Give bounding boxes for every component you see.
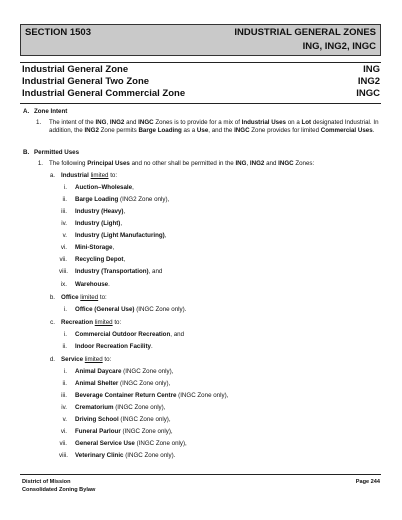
list-item: v. Driving School (INGC Zone only), <box>62 416 171 423</box>
list-item: i. Office (General Use) (INGC Zone only). <box>63 306 187 313</box>
zone-row <box>22 64 380 76</box>
list-item: vi. Mini-Storage, <box>60 244 115 251</box>
zone-name: Industrial General Two Zone <box>22 76 150 87</box>
section-b-heading: B. Permitted Uses <box>23 149 80 156</box>
list-item: vii. General Service Use (INGC Zone only), <box>59 440 187 447</box>
zone-code: ING2 <box>357 76 380 87</box>
zone-row <box>22 88 380 100</box>
list-item: vii. Recycling Depot, <box>59 256 126 263</box>
zone-name: Industrial General Commercial Zone <box>22 88 186 99</box>
zone-table-bottom-rule <box>20 103 381 104</box>
use-group-office: b. Office limited to: <box>49 294 107 301</box>
footer-organization: District of Mission <box>22 479 71 485</box>
list-item: v. Industry (Light Manufacturing), <box>62 232 167 239</box>
list-item: i. Animal Daycare (INGC Zone only), <box>63 368 174 375</box>
zone-intent-paragraph: 1. The intent of the ING, ING2 and INGC Zones is to provide for a mix of Industrial Uses on a Lot designated Industrial. In addition, the ING2 Zone permits Barge Loading as a Use, and the INGC Zone provides for limited Commercial Uses. <box>36 119 379 135</box>
footer-rule <box>20 474 381 475</box>
list-item: ii. Indoor Recreation Facility. <box>62 343 153 350</box>
permitted-uses-intro: 1. The following Principal Uses and no other shall be permitted in the ING, ING2 and INGC Zones: <box>37 160 315 167</box>
list-item: ii. Barge Loading (ING2 Zone only), <box>62 196 170 203</box>
list-item: ii. Animal Shelter (INGC Zone only), <box>62 380 171 387</box>
zone-code: ING <box>363 64 380 75</box>
list-item: vi. Funeral Parlour (INGC Zone only), <box>60 428 173 435</box>
list-item: iii. Beverage Container Return Centre (INGC Zone only), <box>61 392 229 399</box>
zone-code: INGC <box>356 88 380 99</box>
list-item: iv. Crematorium (INGC Zone only), <box>61 404 166 411</box>
footer-document-title: Consolidated Zoning Bylaw <box>22 487 96 493</box>
list-item: ix. Warehouse. <box>60 281 110 288</box>
section-title-line1: INDUSTRIAL GENERAL ZONES <box>234 27 376 38</box>
zone-table-top-rule <box>20 62 381 63</box>
list-item: iv. Industry (Light), <box>61 220 123 227</box>
list-item: i. Auction–Wholesale, <box>63 184 134 191</box>
section-a-heading: A. Zone Intent <box>23 108 68 115</box>
page-number: Page 244 <box>355 479 380 485</box>
use-group-service: d. Service limited to: <box>49 356 112 363</box>
use-group-recreation: c. Recreation limited to: <box>50 319 122 326</box>
list-item: iii. Industry (Heavy), <box>61 208 126 215</box>
list-item: viii. Veterinary Clinic (INGC Zone only). <box>59 452 176 459</box>
section-title-line2: ING, ING2, INGC <box>302 41 376 52</box>
zone-name: Industrial General Zone <box>22 64 129 75</box>
section-header-bar <box>20 24 381 56</box>
use-group-industrial: a. Industrial limited to: <box>49 172 118 179</box>
list-item: viii. Industry (Transportation), and <box>59 268 163 275</box>
list-item: i. Commercial Outdoor Recreation, and <box>63 331 185 338</box>
zone-row <box>22 76 380 88</box>
section-number: SECTION 1503 <box>25 27 91 38</box>
